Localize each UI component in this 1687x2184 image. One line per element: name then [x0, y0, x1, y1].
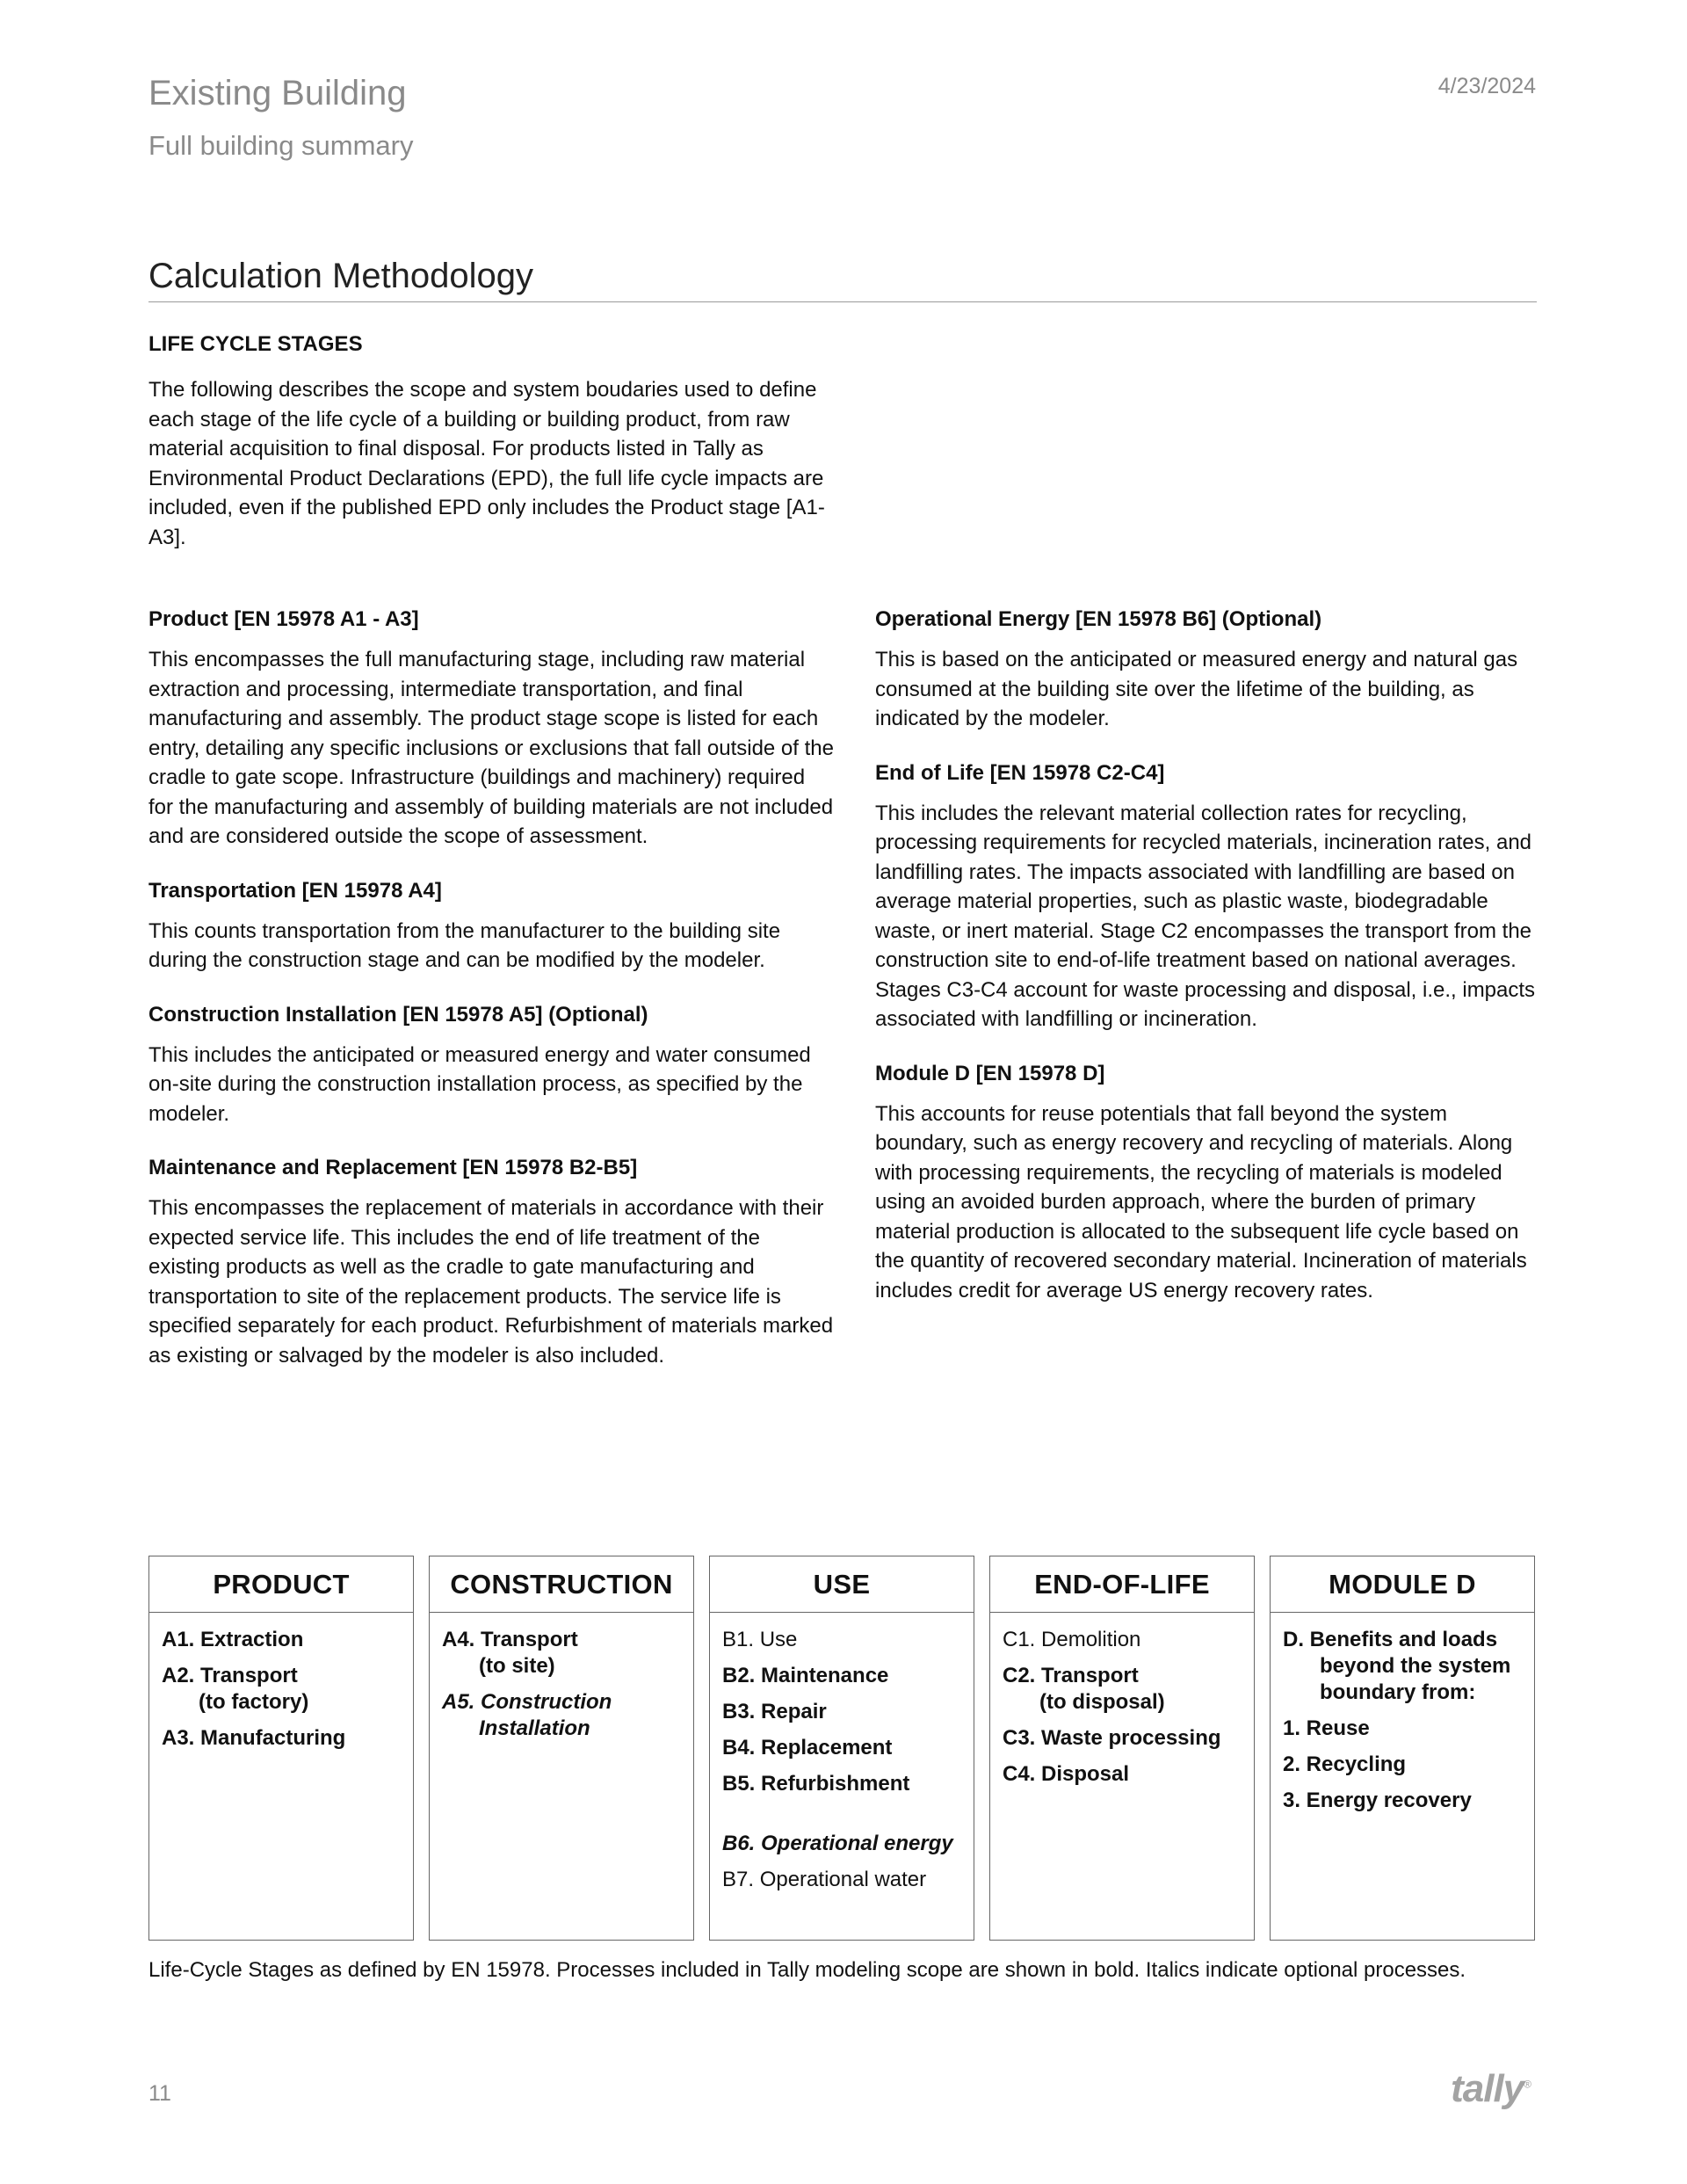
stage-box-construction: [429, 1556, 694, 1941]
life-cycle-stages-table: [148, 1556, 1537, 1942]
process-label-continued: (to site): [479, 1654, 555, 1678]
stage-description-heading: Module D [EN 15978 D]: [875, 1061, 1105, 1085]
stage-description: [148, 1155, 834, 1370]
process-label-continued: (to disposal): [1039, 1690, 1165, 1714]
stage-description-heading: End of Life [EN 15978 C2-C4]: [875, 760, 1165, 785]
stage-process-item: [722, 1771, 961, 1797]
stage-description: [875, 606, 1543, 734]
process-label: A4. Transport: [442, 1628, 578, 1651]
stage-description-text: This includes the anticipated or measured energy and water consumed on-site during the construction installation process, as specified by the modeler.: [148, 1042, 811, 1126]
process-label: A5. Construction: [442, 1690, 612, 1714]
registered-mark: ®: [1524, 2078, 1531, 2091]
stage-process-item: [722, 1699, 961, 1725]
stage-process-list: [1271, 1613, 1534, 1814]
stage-description: [148, 606, 834, 852]
stage-process-item: [162, 1725, 401, 1752]
stage-header: END-OF-LIFE: [990, 1556, 1254, 1613]
stage-description: [875, 1061, 1543, 1306]
stage-process-item: [162, 1627, 401, 1653]
stage-description-text: This encompasses the replacement of materials in accordance with their expected service life. This includes the end of life treatment of the existing products as well as the cradle to gate manufacturing and transportation to site of the replacement products. The service life is specified separately for each product. Refurbishment of materials marked as existing or salvaged by the modeler is also included.: [148, 1196, 834, 1368]
page-date: 4/23/2024: [1437, 74, 1536, 98]
process-label: A3. Manufacturing: [162, 1726, 346, 1750]
process-label-continued: beyond the system boundary from:: [1320, 1654, 1511, 1704]
process-label: B5. Refurbishment: [722, 1772, 910, 1796]
process-label: B3. Repair: [722, 1700, 827, 1723]
stage-process-item: [1003, 1627, 1242, 1653]
stage-description-heading: Operational Energy [EN 15978 B6] (Optional): [875, 607, 1322, 631]
stage-box-use: [709, 1556, 974, 1941]
stage-process-item: [1283, 1788, 1522, 1814]
process-label-continued: (to factory): [199, 1690, 309, 1714]
stage-description-heading: Transportation [EN 15978 A4]: [148, 878, 442, 903]
process-label: C2. Transport: [1003, 1664, 1139, 1687]
process-label: B6. Operational energy: [722, 1832, 953, 1855]
stage-process-item: [1283, 1716, 1522, 1742]
process-label: B2. Maintenance: [722, 1664, 889, 1687]
stage-description: [148, 878, 834, 976]
stage-description: [148, 1002, 834, 1129]
stage-header: CONSTRUCTION: [430, 1556, 693, 1613]
stage-process-item: [1003, 1725, 1242, 1752]
page-subtitle: Full building summary: [148, 130, 414, 161]
logo-text: tally: [1451, 2067, 1524, 2110]
process-label-continued: Installation: [479, 1716, 590, 1740]
process-label: B7. Operational water: [722, 1868, 927, 1891]
stage-box-product: [148, 1556, 414, 1941]
section-title: Calculation Methodology: [148, 257, 1537, 302]
stage-description-heading: Product [EN 15978 A1 - A3]: [148, 607, 419, 631]
stage-process-item: [442, 1627, 681, 1680]
stage-process-item: [722, 1627, 961, 1653]
stage-box-module-d: [1270, 1556, 1535, 1941]
process-label: 3. Energy recovery: [1283, 1789, 1472, 1812]
page-title: Existing Building: [148, 74, 407, 112]
process-label: D. Benefits and loads: [1283, 1628, 1498, 1651]
process-label: C1. Demolition: [1003, 1628, 1141, 1651]
process-label: B4. Replacement: [722, 1736, 893, 1760]
right-column: [875, 606, 1543, 1331]
stage-process-list: [990, 1613, 1254, 1788]
stage-process-item: [1003, 1761, 1242, 1788]
stage-process-item: [722, 1735, 961, 1761]
stage-process-item: [1283, 1627, 1522, 1706]
process-label: A2. Transport: [162, 1664, 298, 1687]
stage-process-list: [430, 1613, 693, 1742]
left-column: [148, 606, 834, 1397]
stage-header: PRODUCT: [149, 1556, 413, 1613]
intro-text: The following describes the scope and system boudaries used to define each stage of the life cycle of a building or building product, from raw material acquisition to final disposal. For products listed in Tally as Environmental Product Declarations (EPD), the full life cycle impacts are included, even if the published EPD only includes the Product stage [A1-A3].: [148, 378, 825, 549]
table-caption: Life-Cycle Stages as defined by EN 15978. Processes included in Tally modeling scope are shown in bold. Italics indicate optional processes.: [148, 1958, 1466, 1982]
tally-logo: [1451, 2067, 1531, 2111]
stage-process-item: [722, 1831, 961, 1857]
stage-description-heading: Construction Installation [EN 15978 A5] (Optional): [148, 1002, 648, 1027]
process-label: 1. Reuse: [1283, 1716, 1370, 1740]
stage-header: USE: [710, 1556, 974, 1613]
process-label: A1. Extraction: [162, 1628, 304, 1651]
stage-description-text: This includes the relevant material collection rates for recycling, processing requirements for recycled materials, incineration rates, and landfilling rates. The impacts associated with landfilling are based on average material properties, such as plastic waste, biodegradable waste, or inert material. Stage C2 encompasses the transport from the construction site to end-of-life treatment based on national averages. Stages C3-C4 account for waste processing and disposal, i.e., impacts associated with landfilling or incineration.: [875, 801, 1536, 1031]
stage-process-item: [722, 1663, 961, 1689]
stage-process-item: [442, 1689, 681, 1742]
process-label: 2. Recycling: [1283, 1752, 1407, 1776]
stage-process-item: [1283, 1752, 1522, 1778]
stage-process-list: [710, 1613, 974, 1893]
intro-heading: LIFE CYCLE STAGES: [148, 332, 363, 356]
stage-process-item: [1003, 1663, 1242, 1716]
stage-description-text: This accounts for reuse potentials that fall beyond the system boundary, such as energy recovery and recycling of materials. Along with processing requirements, the recycling of materials is modeled using an avoided burden approach, where the burden of primary material production is allocated to the subsequent life cycle based on the quantity of recovered secondary material. Incineration of materials includes credit for average US energy recovery rates.: [875, 1101, 1527, 1302]
stage-process-item: [722, 1867, 961, 1893]
stage-box-end-of-life: [989, 1556, 1255, 1941]
stage-header: MODULE D: [1271, 1556, 1534, 1613]
stage-description-text: This encompasses the full manufacturing stage, including raw material extraction and processing, intermediate transportation, and final manufacturing and assembly. The product stage scope is listed for each entry, detailing any specific inclusions or exclusions that fall outside of the cradle to gate scope. Infrastructure (buildings and machinery) required for the manufacturing and assembly of building materials are not included and are considered outside the scope of assessment.: [148, 648, 834, 848]
stage-description: [875, 760, 1543, 1034]
stage-description-heading: Maintenance and Replacement [EN 15978 B2-B5]: [148, 1156, 638, 1179]
stage-process-list: [149, 1613, 413, 1752]
page-number: 11: [148, 2081, 171, 2106]
stage-description-text: This counts transportation from the manufacturer to the building site during the construction stage and can be modified by the modeler.: [148, 918, 781, 972]
stage-process-item: [162, 1663, 401, 1716]
stage-description-text: This is based on the anticipated or measured energy and natural gas consumed at the building site over the lifetime of the building, as indicated by the modeler.: [875, 648, 1518, 730]
process-label: C4. Disposal: [1003, 1762, 1130, 1786]
process-label: B1. Use: [722, 1628, 798, 1651]
process-label: C3. Waste processing: [1003, 1726, 1221, 1750]
